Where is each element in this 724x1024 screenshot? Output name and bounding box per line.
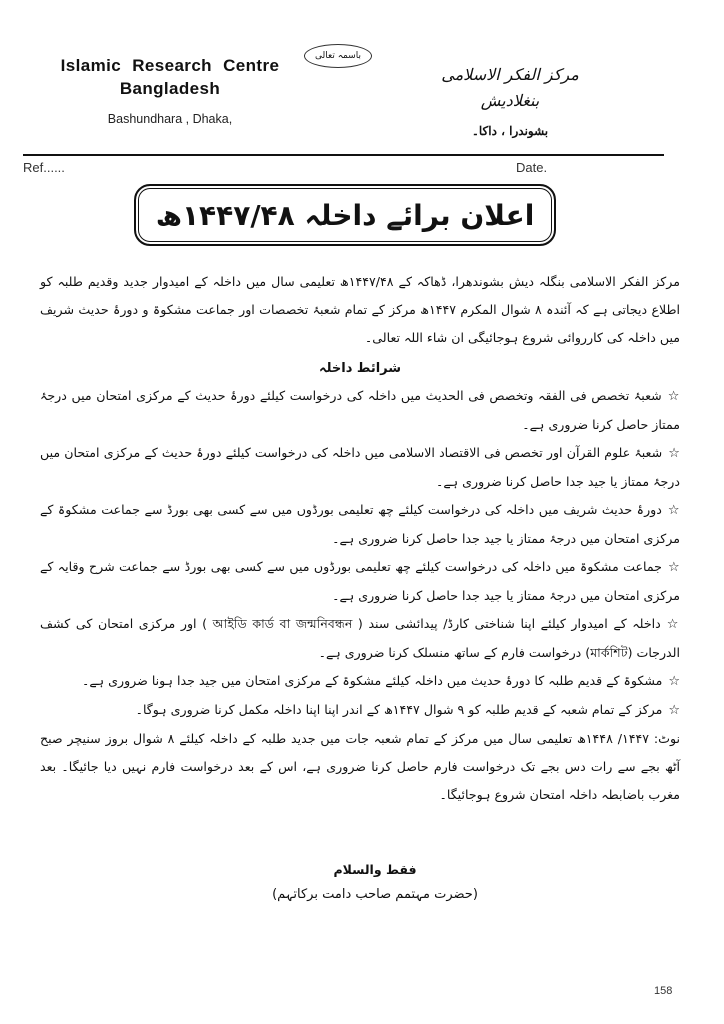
condition-text: شعبۂ تخصص فی الفقہ وتخصص فی الحدیث میں داخلہ کی درخواست کیلئے دورۂ حدیث کے مرکزی امتحان میں درجۂ ممتاز حاصل کرنا ضروری ہے۔ [40,388,680,432]
condition-item [40,382,680,439]
condition-item [40,496,680,553]
condition-text: مرکز کے تمام شعبہ کے قدیم طلبہ کو ۹ شوال ۱۴۴۷ھ کے اندر اپنا اپنا داخلہ مکمل کرنا ضروری ہوگا۔ [135,702,663,717]
condition-text: داخلہ کے امیدوار کیلئے اپنا شناختی کارڈ/ پیدائشی سند ( আইডি কার্ড বা জন্মনিবন্ধন ) اور مرکزی امتحان کی کشف الدرجات (মার্কশিট) درخواست فارم کے ساتھ منسلک کرنا ضروری ہے۔ [40,616,680,660]
address-en: Bashundhara , Dhaka, [107,112,233,126]
announcement-body [40,268,680,809]
note-paragraph: نوٹ: ۱۴۴۷/ ۱۴۴۸ھ تعلیمی سال میں مرکز کے تمام شعبہ جات میں جدید طلبہ کے داخلہ کیلئے ۸ شوال بروز سنیچر صبح آٹھ بجے سے رات دس بجے تک درخواست فارم حاصل کرنا ضروری ہے، اس کے بعد درخواست فارم نہیں دیا جائیگا۔ بعد مغرب باضابطہ داخلہ امتحان شروع ہوجائیگا۔ [40,731,680,802]
date-label: Date. [516,160,548,175]
condition-item [40,439,680,496]
bismillah-text: باسمہ تعالی [315,51,361,61]
condition-text: جماعت مشکوۃ میں داخلہ کی درخواست کیلئے چھ تعلیمی بورڈوں میں سے کسی بھی بورڈ سے جماعت شرح وقایہ کے مرکزی امتحان میں درجۂ ممتاز یا جید جدا حاصل کرنا ضروری ہے۔ [40,559,680,603]
star-icon: ☆ [668,674,680,689]
star-icon: ☆ [668,446,680,461]
ref-label: Ref...... [23,160,65,175]
letterhead-arabic [420,62,600,138]
org-name-ar: مرکز الفکر الاسلامی بنغلادیش [441,65,579,110]
letterhead-english [40,54,300,126]
bismillah-oval [304,44,372,68]
condition-item [40,553,680,610]
closing-block [250,858,500,908]
announcement-title: اعلان برائے داخلہ ۱۴۴۷/۴۸ھ [155,198,535,232]
org-name-en-line1: Islamic Research Centre [60,56,280,75]
condition-item [40,696,680,725]
star-icon: ☆ [668,703,680,718]
header-divider [23,154,664,156]
condition-text: شعبۂ علوم القرآن اور تخصص فی الاقتصاد الاسلامی میں داخلہ کی درخواست کیلئے دورۂ حدیث کے مرکزی امتحان میں درجۂ ممتاز یا جید جدا حاصل کرنا ضروری ہے۔ [40,445,680,489]
star-icon: ☆ [667,503,680,518]
closing-signatory: (حضرت مہتمم صاحب دامت برکاتہم) [272,887,478,902]
star-icon: ☆ [666,617,680,632]
address-ar: بشوندرا ، داکا۔ [471,124,549,138]
condition-text: دورۂ حدیث شریف میں داخلہ کی درخواست کیلئے چھ تعلیمی بورڈوں میں سے کسی بھی بورڈ سے جماعت مشکوۃ کے مرکزی امتحان میں درجۂ ممتاز یا جید جدا حاصل کرنا ضروری ہے۔ [40,502,680,546]
star-icon: ☆ [667,560,680,575]
condition-text: مشکوۃ کے قدیم طلبہ کا دورۂ حدیث میں داخلہ کیلئے مشکوۃ کے مرکزی امتحان میں جید جدا ہونا ضروری ہے۔ [82,673,663,688]
announcement-title-box [134,184,556,246]
page-number: 158 [654,985,673,997]
closing-salutation: فقط والسلام [333,862,417,877]
org-name-en-line2: Bangladesh [119,79,221,98]
condition-item [40,610,680,667]
condition-item [40,667,680,696]
conditions-heading: شرائط داخلہ [318,361,402,376]
star-icon: ☆ [667,389,680,404]
intro-paragraph: مرکز الفکر الاسلامی بنگلہ دیش بشوندھرا، ڈھاکہ کے ۱۴۴۷/۴۸ھ تعلیمی سال میں داخلہ کے امیدوار جدید وقدیم طلبہ کو اطلاع دیجاتی ہے کہ آئندہ ۸ شوال المکرم ۱۴۴۷ھ مرکز کے تمام شعبۂ تخصصات اور جماعت مشکوۃ و دورۂ حدیث شریف میں داخلہ کی کارروائی شروع ہوجائیگی ان شاء اللہ تعالی۔ [40,274,680,345]
